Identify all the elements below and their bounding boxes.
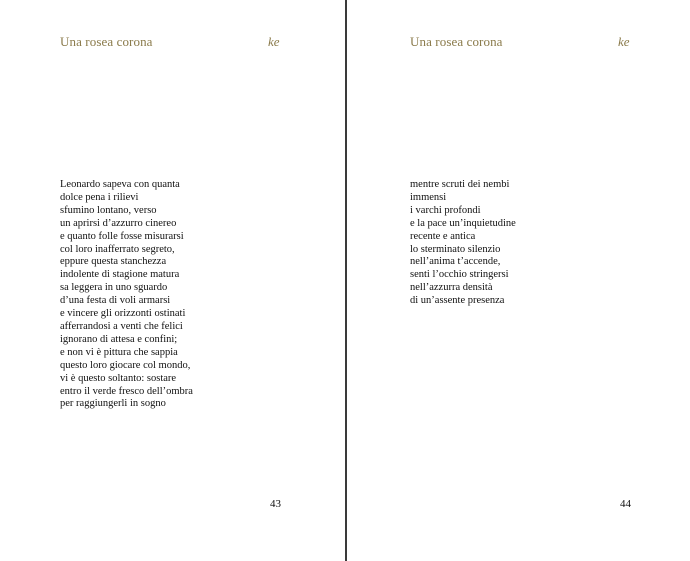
poem-line: Leonardo sapeva con quanta bbox=[60, 179, 180, 190]
poem-line: e vincere gli orizzonti ostinati bbox=[60, 308, 186, 320]
poem-line: e la pace un’inquietudine bbox=[410, 217, 516, 229]
poem-line: nell’azzurra densità bbox=[410, 282, 493, 294]
poem-line: recente e antica bbox=[410, 230, 476, 242]
page-number: 44 bbox=[620, 498, 631, 510]
poem-line: eppure questa stanchezza bbox=[60, 256, 167, 268]
page-number: 43 bbox=[270, 498, 281, 510]
poem-line: e quanto folle fosse misurarsi bbox=[60, 230, 184, 242]
poem-line: per raggiungerli in sogno bbox=[60, 398, 166, 410]
poem-line: afferrandosi a venti che felici bbox=[60, 320, 183, 332]
poem-line: col loro inafferrato segreto, bbox=[60, 243, 175, 255]
poem-line: vi è questo soltanto: sostare bbox=[60, 372, 177, 384]
poem-line: indolente di stagione matura bbox=[60, 269, 180, 281]
poem-line: mentre scruti dei nembi bbox=[410, 179, 510, 190]
poem-line: dolce pena i rilievi bbox=[60, 191, 139, 203]
poem-line: nell’anima t’accende, bbox=[410, 256, 501, 268]
running-tag: ke bbox=[618, 34, 630, 49]
poem-line: di un’assente presenza bbox=[410, 295, 505, 307]
poem-line: lo sterminato silenzio bbox=[410, 243, 501, 255]
running-tag: ke bbox=[268, 34, 280, 49]
poem-text bbox=[60, 179, 193, 411]
poem-line: immensi bbox=[410, 191, 447, 203]
poem-line: e non vi è pittura che sappia bbox=[60, 346, 178, 358]
poem-line: un aprirsi d’azzurro cinereo bbox=[60, 217, 177, 229]
right-page bbox=[347, 0, 690, 561]
running-title: Una rosea corona bbox=[60, 34, 153, 49]
poem-line: i varchi profondi bbox=[410, 204, 481, 216]
poem-line: entro il verde fresco dell’ombra bbox=[60, 385, 193, 397]
poem-text bbox=[410, 179, 516, 308]
poem-line: questo loro giocare col mondo, bbox=[60, 359, 191, 371]
poem-line: sfumino lontano, verso bbox=[60, 204, 157, 216]
poem-line: ignorano di attesa e confini; bbox=[60, 333, 178, 345]
poem-line: sa leggera in uno sguardo bbox=[60, 282, 168, 294]
poem-line: d’una festa di voli armarsi bbox=[60, 295, 171, 307]
running-title: Una rosea corona bbox=[410, 34, 503, 49]
poem-line: senti l’occhio stringersi bbox=[410, 269, 509, 281]
